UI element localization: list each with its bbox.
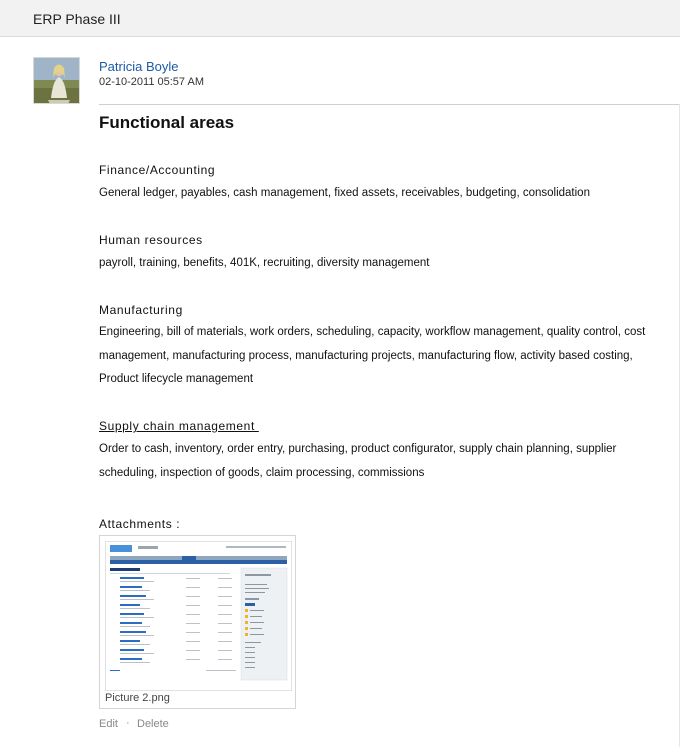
delete-link[interactable]: Delete bbox=[137, 718, 169, 730]
attachment-card[interactable] bbox=[99, 535, 296, 709]
edit-link[interactable]: Edit bbox=[99, 718, 118, 730]
section-heading-hr: Human resources bbox=[99, 233, 203, 247]
post-timestamp: 02-10-2011 05:57 AM bbox=[99, 76, 204, 88]
section-heading-manufacturing: Manufacturing bbox=[99, 303, 183, 317]
avatar-photo bbox=[34, 58, 80, 104]
documents-screenshot-thumbnail-icon[interactable] bbox=[105, 541, 292, 691]
section-heading-supply-chain: Supply chain management bbox=[99, 419, 259, 433]
section-text-supply-chain: Order to cash, inventory, order entry, purchasing, product configurator, supply chain planning, supplier scheduling, inspection of goods, claim processing, commissions bbox=[99, 443, 617, 479]
page-header bbox=[0, 0, 680, 37]
section-text-manufacturing: Engineering, bill of materials, work orders, scheduling, capacity, workflow management, quality control, cost management, manufacturing process, manufacturing projects, manufacturing flow, activity based costing, Product lifecycle management bbox=[99, 326, 646, 385]
content-title: Functional areas bbox=[99, 113, 235, 132]
attachment-filename[interactable]: Picture 2.png bbox=[105, 692, 170, 704]
author-link[interactable]: Patricia Boyle bbox=[99, 59, 179, 74]
action-separator: · bbox=[126, 717, 130, 729]
avatar bbox=[33, 57, 80, 104]
section-heading-finance: Finance/Accounting bbox=[99, 163, 216, 177]
header-divider bbox=[99, 104, 680, 105]
attachments-label: Attachments : bbox=[99, 517, 181, 531]
page-title: ERP Phase III bbox=[33, 11, 121, 27]
section-text-finance: General ledger, payables, cash management, fixed assets, receivables, budgeting, consolidation bbox=[99, 187, 590, 199]
section-text-hr: payroll, training, benefits, 401K, recruiting, diversity management bbox=[99, 257, 430, 269]
